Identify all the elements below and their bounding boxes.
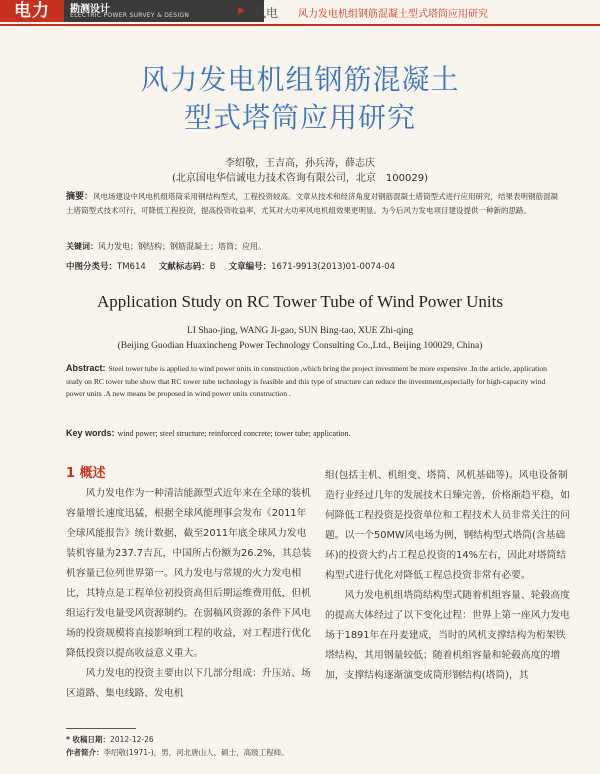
article-no-value: 1671-9913(2013)01-0074-04 xyxy=(271,262,396,272)
keywords-zh-label: 关键词： xyxy=(66,242,98,251)
keywords-en xyxy=(66,428,351,438)
section-heading: 1 概述 xyxy=(66,466,106,481)
doc-code-value: B xyxy=(209,262,216,272)
classification-line xyxy=(66,260,405,272)
abstract-en-label: Abstract: xyxy=(66,363,106,373)
abstract-zh xyxy=(66,190,562,217)
journal-brand-cn: 勘测设计 xyxy=(70,4,110,15)
received-date: 2012-12-26 xyxy=(110,735,154,744)
abstract-en-text: Steel tower tube is applied to wind power units in construction ,which bring the project investment be more expensive .In the article, application study on RC tower tube show that RC tower tube technology is feasible and this type of structure can reduce the investment,especially for high-capacity wind power units .A new means be proposed in wind power units construction . xyxy=(66,364,547,398)
authors-zh: 李绍敬，王吉高，孙兵涛，薛志庆 xyxy=(225,158,375,169)
clc-label: 中图分类号： xyxy=(66,262,118,272)
footnote-rule xyxy=(66,728,136,729)
author-bio-label: 作者简介： xyxy=(66,748,104,757)
keywords-en-label: Key words: xyxy=(66,428,115,438)
affiliation-zh: (北京国电华信诚电力技术咨询有限公司，北京 100029) xyxy=(172,173,428,184)
body-column-right xyxy=(325,466,573,686)
header-rule xyxy=(0,24,600,26)
title-en: Application Study on RC Tower Tube of Wind Power Units xyxy=(97,292,503,311)
abstract-zh-label: 摘要： xyxy=(66,192,94,202)
authors-en: LI Shao-jing, WANG Ji-gao, SUN Bing-tao, XUE Zhi-qing xyxy=(186,326,414,336)
triangle-icon: ▶ xyxy=(238,6,245,16)
doc-code-label: 文献标志码： xyxy=(158,262,210,272)
body-paragraph: 风力发电作为一种清洁能源型式近年来在全球的装机容量增长速度迅猛，根据全球风能理事会发布《2011年全球风能报告》统计数据，截至2011年底全球风力发电装机容量为237.7吉瓦，中国所占份额为26.2%，其总装机容量已位列世界第一。风力发电与常规的火力发电相比，其特点是工程单位初投资高但后期运维费用低，但机组运行发电量受风资源制约。在弱稿风资源的条件下风电场的投资规模将直接影响到工程的收益，对工程进行优化降低投资以提高收益意义重大。 xyxy=(66,488,312,659)
running-title: 风力发电机组钢筋混凝土型式塔筒应用研究 xyxy=(298,9,488,20)
body-paragraph: 风力发电的投资主要由以下几部分组成：升压站、场区道路、集电线路、发电机 xyxy=(66,668,311,699)
journal-brand xyxy=(64,0,264,22)
keywords-zh xyxy=(66,241,266,252)
article-no-label: 文章编号： xyxy=(228,262,272,272)
abstract-zh-text: 风电场建设中风电机组塔筒采用钢结构型式，工程投资较高。文章从技术和经济角度对钢筋混凝土塔筒型式进行应用研究，结果表明钢筋混凝土塔筒型式技术可行，可降低工程投资，提高投资收益率，尤其对大功率风电机组效果更明显。为今后风力发电项目建设提供一种新的思路。 xyxy=(66,192,559,215)
clc-value: TM614 xyxy=(117,262,146,272)
received-label: * 收稿日期： xyxy=(66,735,111,744)
keywords-en-text: wind power; steel structure; reinforced concrete; tower tube; application. xyxy=(117,429,351,438)
body-paragraph-continued: 组(包括主机、机组变、塔筒、风机基础等)。风电设备制造行业经过几年的发展技术日臻完善，价格渐趋平稳，如何降低工程投资是投资单位和工程技术人员非常关注的问题。以一个50MW风电场为例，钢结构型式塔筒(含基础环)的投资大约占工程总投资的14%左右，因此对塔筒结构型式进行优化对降低工程总投资非常有必要。 xyxy=(325,470,570,581)
body-column-left xyxy=(66,484,314,704)
footnote-received xyxy=(66,734,154,745)
abstract-en xyxy=(66,362,564,401)
section-name: 风电 xyxy=(254,6,279,20)
body-paragraph: 风力发电机组塔筒结构型式随着机组容量、轮毂高度的提高大体经过了以下变化过程：世界上第一座风力发电场于1891年在丹麦建成，当时的风机支撑结构为桁架铁塔结构，其用钢量较低；随着机组容量和轮毂高度的增加，支撑结构逐渐演变成筒形钢结构(塔筒)，其 xyxy=(325,590,570,681)
journal-header xyxy=(0,0,600,28)
title-zh-line2: 型式塔筒应用研究 xyxy=(183,101,416,134)
author-bio: 李绍敬(1971-)，男，河北唐山人，硕士，高级工程师。 xyxy=(103,748,289,757)
title-zh-line1: 风力发电机组钢筋混凝土 xyxy=(140,63,460,96)
journal-logo: 电力 xyxy=(0,0,64,22)
keywords-zh-text: 风力发电；钢结构；钢筋混凝土；塔筒；应用。 xyxy=(98,242,266,251)
affiliation-en: (Beijing Guodian Huaxincheng Power Technology Consulting Co.,Ltd., Beijing 100029, China) xyxy=(117,341,483,351)
journal-brand-en: ELECTRIC POWER SURVEY & DESIGN xyxy=(70,12,190,19)
footnote-author xyxy=(66,747,289,758)
